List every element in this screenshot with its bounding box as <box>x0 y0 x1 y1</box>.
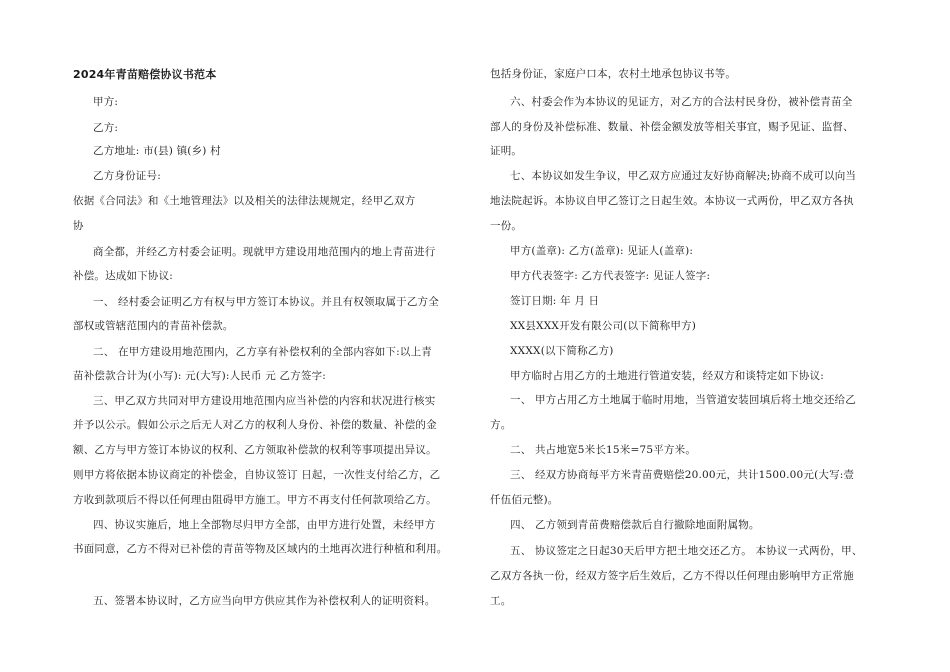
paragraph-line: XXXX(以下简称乙方) <box>510 345 614 357</box>
paragraph-line: 乙方: <box>93 122 119 134</box>
paragraph-line: 一份。 <box>490 220 523 232</box>
paragraph-line: 工。 <box>490 595 512 607</box>
paragraph-line: 六、村委会作为本协议的见证方，对乙方的合法村民身份，被补偿青苗全 <box>510 96 853 108</box>
document-title: 2024年青苗赔偿协议书范本 <box>73 68 217 81</box>
paragraph-line: 一、 经村委会证明乙方有权与甲方签订本协议。并且有权领取属于乙方全 <box>93 296 439 308</box>
paragraph-line: 仟伍佰元整)。 <box>490 494 559 506</box>
paragraph-line: XX县XXX开发有限公司(以下简称甲方) <box>510 320 697 332</box>
paragraph-line: 三、甲乙双方共同对甲方建设用地范围内应当补偿的内容和状况进行核实 <box>93 395 436 407</box>
paragraph-line: 部权或管辖范围内的青苗补偿款。 <box>73 320 234 332</box>
paragraph-line: 七、本协议如发生争议，甲乙双方应通过友好协商解决;协商不成可以向当 <box>510 170 857 182</box>
paragraph-line: 则甲方将依据本协议商定的补偿金，自协议签订 日起，一次性支付给乙方，乙 <box>73 469 441 481</box>
paragraph-line: 方收到款项后不得以任何理由阻碍甲方施工。甲方不再支付任何款项给乙方。 <box>73 494 437 506</box>
paragraph-line: 补偿。达成如下协议: <box>73 270 174 282</box>
paragraph-line: 签订日期: 年 月 日 <box>510 295 600 307</box>
paragraph-line: 地法院起诉。本协议自甲乙签订之日起生效。本协议一式两份，甲乙双方各执 <box>490 195 854 207</box>
paragraph-line: 额、乙方与甲方签订本协议的权利、乙方领取补偿款的权利等事项提出异议。 <box>73 444 437 456</box>
paragraph-line: 协 <box>73 220 84 232</box>
paragraph-line: 三、 经双方协商每平方米青苗费赔偿20.00元，共计1500.00元(大写:壹 <box>510 469 855 481</box>
paragraph-line: 方。 <box>490 419 512 431</box>
paragraph-line: 甲方: <box>93 96 119 108</box>
paragraph-line: 五、 协议签定之日起30天后甲方把土地交还乙方。 本协议一式两份，甲、 <box>510 545 863 557</box>
paragraph-line: 五、签署本协议时，乙方应当向甲方供应其作为补偿权利人的证明资料。 <box>93 595 436 607</box>
paragraph-line: 包括身份证，家庭户口本，农村土地承包协议书等。 <box>490 68 737 80</box>
paragraph-line: 乙方身份证号: <box>93 170 161 182</box>
paragraph-line: 甲方代表签字: 乙方代表签字: 见证人签字: <box>510 270 711 282</box>
paragraph-line: 二、 在甲方建设用地范围内，乙方享有补偿权利的全部内容如下:以上青 <box>93 346 432 358</box>
paragraph-line: 四、 乙方领到青苗费赔偿款后自行撤除地面附属物。 <box>510 519 760 531</box>
paragraph-line: 商全都，并经乙方村委会证明。现就甲方建设用地范围内的地上青苗进行 <box>93 246 436 258</box>
paragraph-line: 一、 甲方占用乙方土地属于临时用地，当管道安装回填后将土地交还给乙 <box>510 394 856 406</box>
paragraph-line: 证明。 <box>490 145 523 157</box>
paragraph-line: 依据《合同法》和《土地管理法》以及相关的法律法规规定，经甲乙双方 <box>73 195 416 207</box>
paragraph-line: 乙方地址: 市(县) 镇(乡) 村 <box>93 145 221 157</box>
paragraph-line: 甲方临时占用乙方的土地进行管道安装，经双方和谈特定如下协议: <box>510 370 825 382</box>
paragraph-line: 并予以公示。假如公示之后无人对乙方的权利人身份、补偿的数量、补偿的金 <box>73 419 437 431</box>
paragraph-line: 乙双方各执一份，经双方签字后生效后，乙方不得以任何理由影响甲方正常施 <box>490 570 854 582</box>
paragraph-line: 二、 共占地宽5米长15米=75平方米。 <box>510 444 697 456</box>
paragraph-line: 四、协议实施后，地上全部物尽归甲方全部，由甲方进行处置，未经甲方 <box>93 519 436 531</box>
paragraph-line: 书面同意，乙方不得对已补偿的青苗等物及区域内的土地再次进行种植和利用。 <box>73 543 448 555</box>
paragraph-line: 部人的身份及补偿标准、数量、补偿金额发放等相关事宜，赐予见证、监督、 <box>490 121 854 133</box>
paragraph-line: 苗补偿款合计为(小写): 元(大写):人民币 元 乙方签字: <box>73 370 327 382</box>
paragraph-line: 甲方(盖章): 乙方(盖章): 见证人(盖章): <box>510 245 694 257</box>
